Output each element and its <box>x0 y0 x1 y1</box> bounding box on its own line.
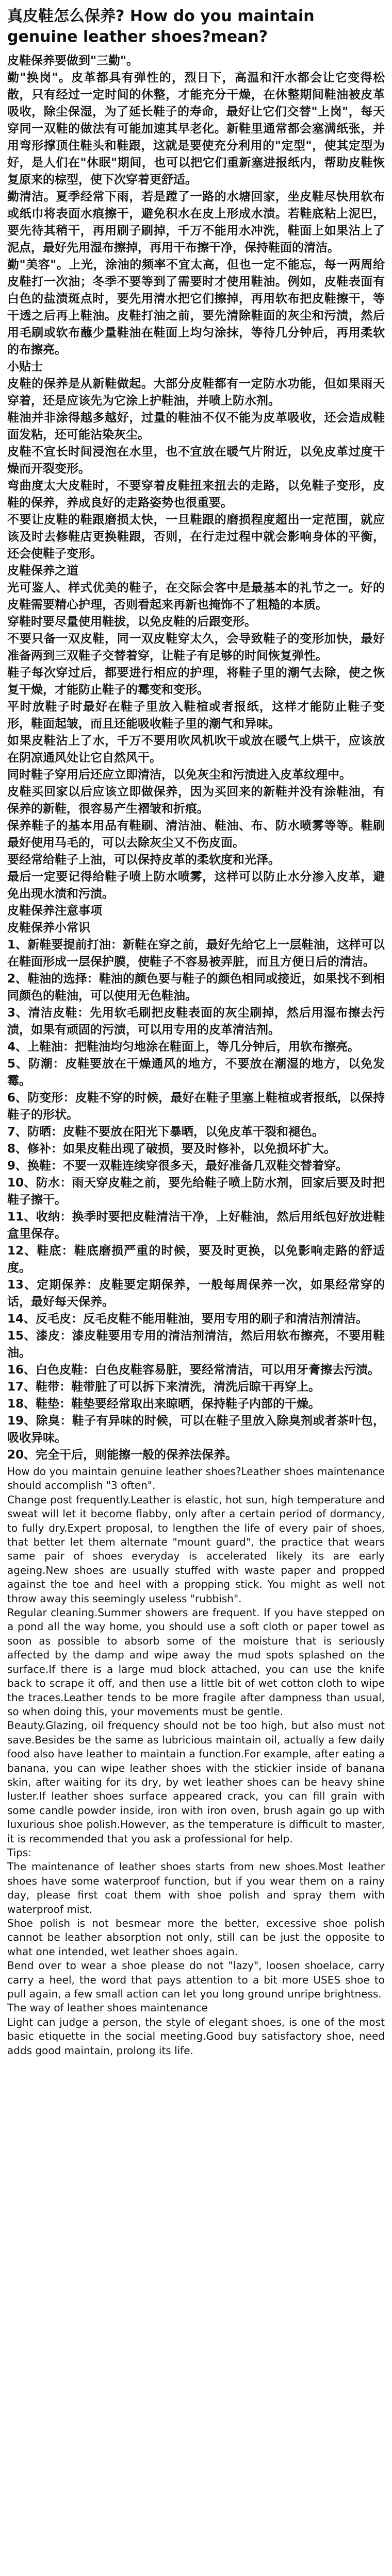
chinese-paragraph: 不要只备一双皮鞋，同一双皮鞋穿太久，会导致鞋子的变形加快，最好准备两到三双鞋子交替着穿，让鞋子有足够的时间恢复弹性。 <box>7 632 385 663</box>
chinese-paragraph: 18、鞋垫：鞋垫要经常取出来晾晒，保持鞋子内部的干燥。 <box>7 1397 321 1411</box>
chinese-paragraph: 12、鞋底：鞋底磨损严重的时候，要及时更换，以免影响走路的舒适度。 <box>7 1244 385 1275</box>
chinese-paragraph: 皮鞋不宜长时间浸泡在水里，也不宜放在暖气片附近，以免皮革过度干燥而开裂变形。 <box>7 445 385 476</box>
chinese-paragraph: 19、除臭：鞋子有异味的时候，可以在鞋子里放入除臭剂或者茶叶包，吸收异味。 <box>7 1414 385 1445</box>
english-paragraph: How do you maintain genuine leather shoes?Leather shoes maintenance should accomplish "3 often". <box>7 1465 385 1492</box>
chinese-paragraph: 9、换鞋：不要一双鞋连续穿很多天，最好准备几双鞋交替着穿。 <box>7 1159 348 1173</box>
chinese-paragraph: 11、收纳：换季时要把皮鞋清洁干净，上好鞋油，然后用纸包好放进鞋盒里保存。 <box>7 1210 385 1241</box>
chinese-paragraph: 小贴士 <box>7 360 43 374</box>
english-paragraph: Regular cleaning.Summer showers are frequent. If you have stepped on a pond all the way home, you should use a soft cloth or paper towel as soon as possible to absorb some of the moisture that is seriously affected by the damp and wipe away the mud spots splashed on the surface.If there is a large mud block attached, you can use the knife back to scrape it off, and then use a little bit of wet cotton cloth to wipe the traces.Leather tends to be more fragile after dampness than usual, so when doing this, your movements must be gentle. <box>7 1606 385 1718</box>
chinese-article-body <box>7 53 385 1464</box>
chinese-paragraph: 弯曲度太大皮鞋时，不要穿着皮鞋扭来扭去的走路，以免鞋子变形，皮鞋的保养，养成良好的走路姿势也很重要。 <box>7 479 385 510</box>
chinese-paragraph: 5、防潮：皮鞋要放在干燥通风的地方，不要放在潮湿的地方，以免发霉。 <box>7 1057 385 1088</box>
chinese-paragraph: 皮鞋保养要做到"三勤"。 <box>7 54 138 67</box>
english-paragraph: Shoe polish is not besmear more the better, excessive shoe polish cannot be leather absorption not only, still can be just the opposite to what one intended, wet leather shoes again. <box>7 1917 385 1958</box>
english-paragraph: The maintenance of leather shoes starts from new shoes.Most leather shoes have some waterproof function, but if you wear them on a rainy day, please first coat them with shoe polish and spray them with waterproof mist. <box>7 1860 385 1916</box>
chinese-paragraph: 皮鞋保养小常识 <box>7 921 90 935</box>
chinese-paragraph: 光可鉴人、样式优美的鞋子，在交际会客中是最基本的礼节之一。好的皮鞋需要精心护理，否则看起来再新也掩饰不了粗糙的本质。 <box>7 581 385 612</box>
chinese-paragraph: 同时鞋子穿用后还应立即清洁，以免灰尘和污渍进入皮革纹理中。 <box>7 768 351 782</box>
chinese-paragraph: 皮鞋保养注意事项 <box>7 904 102 918</box>
chinese-paragraph: 2、鞋油的选择：鞋油的颜色要与鞋子的颜色相同或接近，如果找不到相同颜色的鞋油，可以使用无色鞋油。 <box>7 972 385 1003</box>
english-paragraph: Bend over to wear a shoe please do not "lazy", loosen shoelace, carry carry a heel, the word that pays attention to a bit more USES shoe to pull again, a few small action can let you long ground unripe brightness. <box>7 1959 385 2001</box>
chinese-paragraph: 皮鞋保养之道 <box>7 564 78 578</box>
chinese-paragraph: 平时放鞋子时最好在鞋子里放入鞋楦或者报纸，这样才能防止鞋子变形，鞋面起皱，而且还能吸收鞋子里的潮气和异味。 <box>7 700 385 731</box>
chinese-paragraph: 17、鞋带：鞋带脏了可以拆下来清洗，清洗后晾干再穿上。 <box>7 1380 321 1394</box>
chinese-paragraph: 4、上鞋油：把鞋油均匀地涂在鞋面上，等几分钟后，用软布擦亮。 <box>7 1040 360 1054</box>
english-paragraph: Change post frequently.Leather is elastic, hot sun, high temperature and sweat will let it become flabby, only after a certain period of dormancy, to fully dry.Expert proposal, to lengthen the life of every pair of shoes, that better let them alternate "mount guard", the practice that wears same pair of shoes everyday is accelerated likely its are early ageing.New shoes are usually stuffed with waste paper and propped against the toe and heel with a propping stick. You might as well not throw away this seemingly useless "rubbish". <box>7 1493 385 1605</box>
chinese-paragraph: 1、新鞋要提前打油：新鞋在穿之前，最好先给它上一层鞋油，这样可以在鞋面形成一层保护膜，使鞋子不容易被弄脏，而且方便日后的清洁。 <box>7 938 385 969</box>
chinese-paragraph: 勤"美容"。上光，涂油的频率不宜太高，但也一定不能忘，每一两周给皮鞋打一次油；冬季不要等到了需要时才使用鞋油。例如，皮鞋表面有白色的盐渍斑点时，要先用清水把它们擦掉，再用软布把皮鞋擦干，等干透之后再上鞋油。皮鞋打油之前，要先清除鞋面的灰尘和污渍，然后用毛刷或软布蘸少量鞋油在鞋面上均匀涂抹，等待几分钟后，再用柔软的布擦亮。 <box>7 258 385 357</box>
chinese-paragraph: 14、反毛皮：反毛皮鞋不能用鞋油，要用专用的刷子和清洁剂清洁。 <box>7 1312 368 1326</box>
chinese-paragraph: 20、完全干后，则能擦一般的保养法保养。 <box>7 1448 238 1462</box>
chinese-paragraph: 最后一定要记得给鞋子喷上防水喷雾，这样可以防止水分渗入皮革，避免出现水渍和污渍。 <box>7 870 385 901</box>
chinese-paragraph: 6、防变形：皮鞋不穿的时候，最好在鞋子里塞上鞋楦或者报纸，以保持鞋子的形状。 <box>7 1091 385 1122</box>
chinese-paragraph: 7、防晒：皮鞋不要放在阳光下暴晒，以免皮革干裂和褪色。 <box>7 1125 324 1139</box>
page-title: 真皮鞋怎么保养? How do you maintain genuine leather shoes?mean? <box>7 7 315 46</box>
chinese-paragraph: 皮鞋的保养是从新鞋做起。大部分皮鞋都有一定防水功能，但如果雨天穿着，还是应该先为它涂上护鞋油，并喷上防水剂。 <box>7 377 385 408</box>
chinese-paragraph: 3、清洁皮鞋：先用软毛刷把皮鞋表面的灰尘刷掉，然后用湿布擦去污渍，如果有顽固的污渍，可以用专用的皮革清洁剂。 <box>7 1006 385 1037</box>
chinese-paragraph: 勤"换岗"。皮革都具有弹性的，烈日下，高温和汗水都会让它变得松散，只有经过一定时间的休整，才能充分干燥，在休整期间鞋油被皮革吸收，除尘保湿，为了延长鞋子的寿命，最好让它们交替"上岗"，每天穿同一双鞋的做法有可能加速其早老化。新鞋里通常都会塞满纸张，并用弯形撑顶住鞋头和鞋跟，这就是要使充分利用的"定型"，使其定型为好，是人们在"休眠"期间，也可以把它们重新塞进报纸内，帮助皮鞋恢复原来的棕型，使下次穿着更舒适。 <box>7 71 385 187</box>
chinese-paragraph: 鞋油并非涂得越多越好，过量的鞋油不仅不能为皮革吸收，还会造成鞋面发粘，还可能沾染灰尘。 <box>7 411 385 442</box>
english-article-body <box>7 1465 385 2058</box>
chinese-paragraph: 8、修补：如果皮鞋出现了破损，要及时修补，以免损坏扩大。 <box>7 1142 336 1156</box>
chinese-paragraph: 皮鞋买回家以后应该立即做保养，因为买回来的新鞋并没有涂鞋油，有保养的新鞋，很容易产生褶皱和折痕。 <box>7 785 385 816</box>
chinese-paragraph: 如果皮鞋沾上了水，千万不要用吹风机吹干或放在暖气上烘干，应该放在阴凉通风处让它自然风干。 <box>7 734 385 765</box>
english-paragraph: Tips: <box>7 1846 32 1859</box>
english-paragraph: Beauty.Glazing, oil frequency should not be too high, but also must not save.Besides be the same as lubricious maintain oil, actually a few daily food also have leather to maintain a function.For example, after eating a banana, you can wipe leather shoes with the stickier inside of banana skin, after waiting for its dry, by wet leather shoes can be heavy shine luster.If leather shoes surface appeared crack, you can fill grain with some candle powder inside, iron with iron oven, brush again go up with luxurious shoe polish.However, as the temperature is difficult to master, it is recommended that you ask a professional for help. <box>7 1719 385 1845</box>
chinese-paragraph: 13、定期保养：皮鞋要定期保养，一般每周保养一次，如果经常穿的话，最好每天保养。 <box>7 1278 385 1309</box>
chinese-paragraph: 保养鞋子的基本用品有鞋刷、清洁油、鞋油、布、防水喷雾等等。鞋刷最好使用马毛的，可以去除灰尘又不伤皮面。 <box>7 819 385 850</box>
chinese-paragraph: 穿鞋时要尽量使用鞋拔，以免皮鞋的后跟变形。 <box>7 615 256 629</box>
chinese-paragraph: 10、防水：雨天穿皮鞋之前，要先给鞋子喷上防水剂，回家后要及时把鞋子擦干。 <box>7 1176 385 1207</box>
chinese-paragraph: 15、漆皮：漆皮鞋要用专用的清洁剂清洁，然后用软布擦亮，不要用鞋油。 <box>7 1329 385 1360</box>
chinese-paragraph: 不要让皮鞋的鞋跟磨损太快，一旦鞋跟的磨损程度超出一定范围，就应该及时去修鞋店更换鞋跟，否则，在行走过程中就会影响身体的平衡，还会使鞋子变形。 <box>7 513 385 561</box>
chinese-paragraph: 要经常给鞋子上油，可以保持皮革的柔软度和光泽。 <box>7 853 280 867</box>
english-paragraph: Light can judge a person, the style of elegant shoes, is one of the most basic etiquette in the social meeting.Good buy satisfactory shoe, need adds good maintain, prolong its life. <box>7 2015 385 2057</box>
english-paragraph: The way of leather shoes maintenance <box>7 2002 208 2014</box>
chinese-paragraph: 16、白色皮鞋：白色皮鞋容易脏，要经常清洁，可以用牙膏擦去污渍。 <box>7 1363 380 1377</box>
chinese-paragraph: 勤清洁。夏季经常下雨，若是蹚了一路的水塘回家，坐皮鞋尽快用软布或纸巾将表面水痕擦干，避免积水在皮上形成水渍。若鞋底粘上泥巴，要先待其稍干，再用刷子刷掉，千万不能用水冲洗，鞋面上如果沾上了泥点，最好先用湿布擦掉，再用干布擦干净，保持鞋面的清洁。 <box>7 190 385 255</box>
chinese-paragraph: 鞋子每次穿过后，都要进行相应的护理，将鞋子里的潮气去除，使之恢复干燥，才能防止鞋子的霉变和变形。 <box>7 666 385 697</box>
